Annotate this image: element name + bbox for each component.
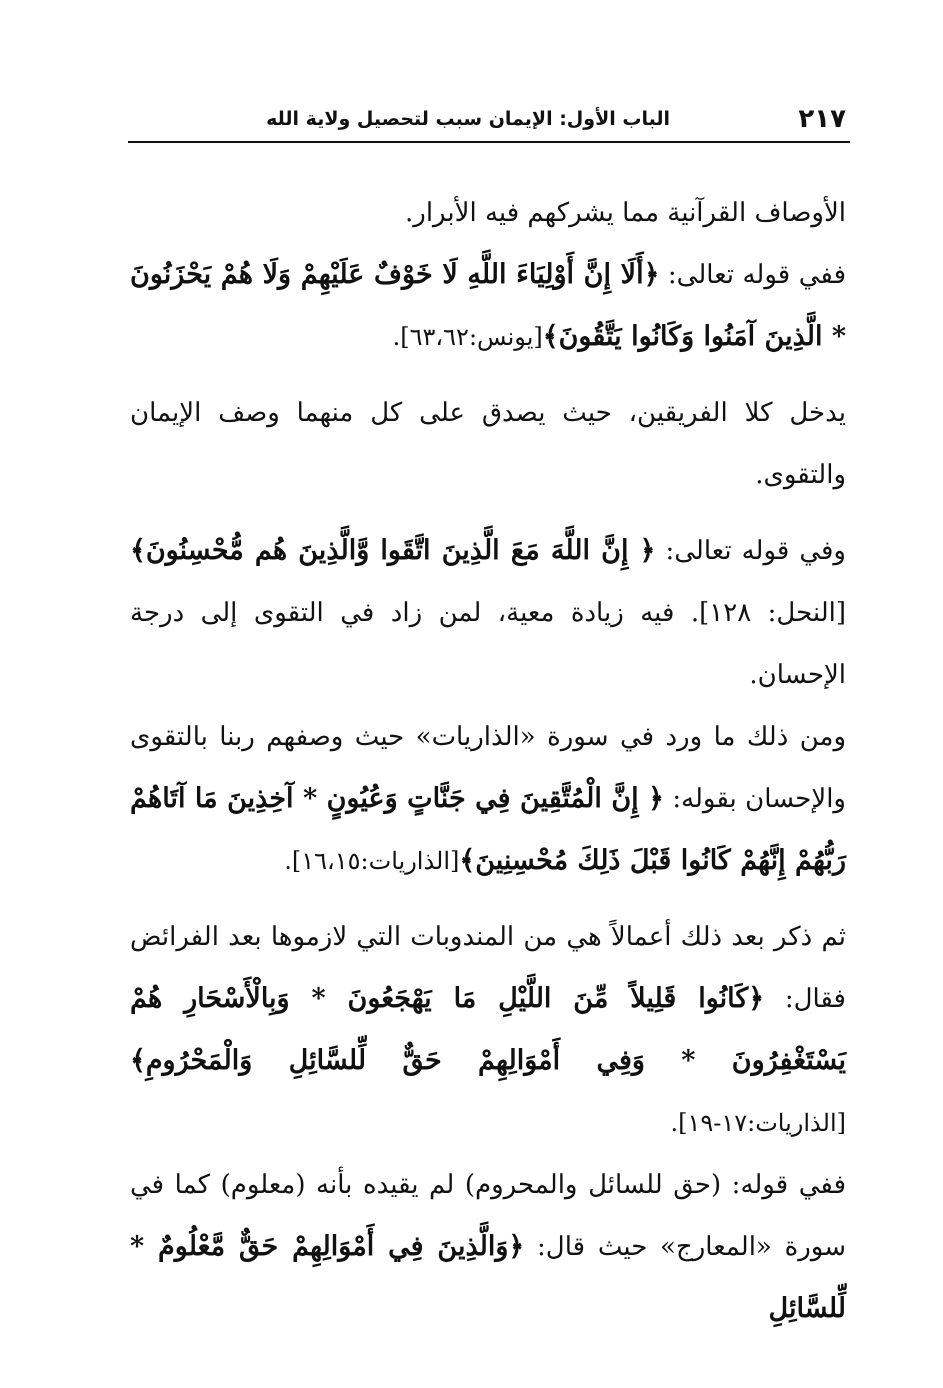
paragraph-7	[130, 1154, 846, 1340]
paragraph-text: ففي قوله: (حق للسائل والمحروم) لم يقيده بأنه (معلوم) كما في سورة «المعارج» حيث قال:	[130, 1170, 846, 1262]
verse-reference: [الذاريات:١٧-١٩].	[670, 1109, 846, 1137]
verse-reference: [النحل: ١٢٨]. فيه زيادة معية، لمن زاد في التقوى إلى درجة الإحسان.	[130, 598, 846, 690]
paragraph-text: الأوصاف القرآنية مما يشركهم فيه الأبرار.	[405, 198, 846, 228]
paragraph-2	[130, 244, 846, 368]
running-title: الباب الأول: الإيمان سبب لتحصيل ولاية الله	[266, 108, 670, 130]
paragraph-text: يدخل كلا الفريقين، حيث يصدق على كل منهما وصف الإيمان والتقوى.	[130, 398, 846, 490]
paragraph-text: ومن ذلك ما ورد في سورة «الذاريات» حيث وصفهم ربنا بالتقوى والإحسان بقوله:	[130, 722, 846, 814]
quran-verse: ﴿ إِنَّ الْمُتَّقِينَ فِي جَنَّاتٍ وَعُيُونٍ * آخِذِينَ مَا آتَاهُمْ رَبُّهُمْ إِنَّهُمْ كَانُوا قَبْلَ ذَلِكَ مُحْسِنِينَ﴾	[130, 783, 846, 876]
verse-reference: [يونس:٦٣،٦٢].	[392, 323, 543, 351]
quran-verse: ﴿كَانُوا قَلِيلاً مِّنَ اللَّيْلِ مَا يَهْجَعُونَ * وَبِالْأَسْحَارِ هُمْ يَسْتَغْفِرُونَ * وَفِي أَمْوَالِهِمْ حَقٌّ لِّلسَّائِلِ وَالْمَحْرُومِ﴾	[130, 983, 846, 1076]
paragraph-5	[130, 706, 846, 892]
page-number: ٢١٧	[798, 104, 846, 134]
verse-reference: [الذاريات:١٦،١٥].	[284, 847, 460, 875]
quran-verse: ﴿أَلَا إِنَّ أَوْلِيَاءَ اللَّهِ لَا خَوْفٌ عَلَيْهِمْ وَلَا هُمْ يَحْزَنُونَ * الَّذِينَ آمَنُوا وَكَانُوا يَتَّقُونَ﴾	[130, 259, 846, 352]
quran-verse: ﴿وَالَّذِينَ فِي أَمْوَالِهِمْ حَقٌّ مَّعْلُومٌ * لِّلسَّائِلِ	[130, 1231, 846, 1324]
header-rule	[128, 141, 850, 143]
paragraph-text: ففي قوله تعالى:	[659, 260, 846, 290]
paragraph-text: ثم ذكر بعد ذلك أعمالاً هي من المندوبات التي لازموها بعد الفرائض فقال:	[130, 922, 846, 1014]
quran-verse: ﴿ إِنَّ اللَّهَ مَعَ الَّذِينَ اتَّقَوا وَّالَّذِينَ هُم مُّحْسِنُونَ﴾	[130, 535, 656, 566]
paragraph-6	[130, 906, 846, 1154]
paragraph-text: وفي قوله تعالى:	[655, 536, 846, 566]
paragraph-1	[130, 182, 846, 244]
paragraph-3	[130, 382, 846, 506]
page-header	[128, 100, 850, 142]
paragraph-4	[130, 520, 846, 706]
page-body	[130, 182, 846, 1340]
